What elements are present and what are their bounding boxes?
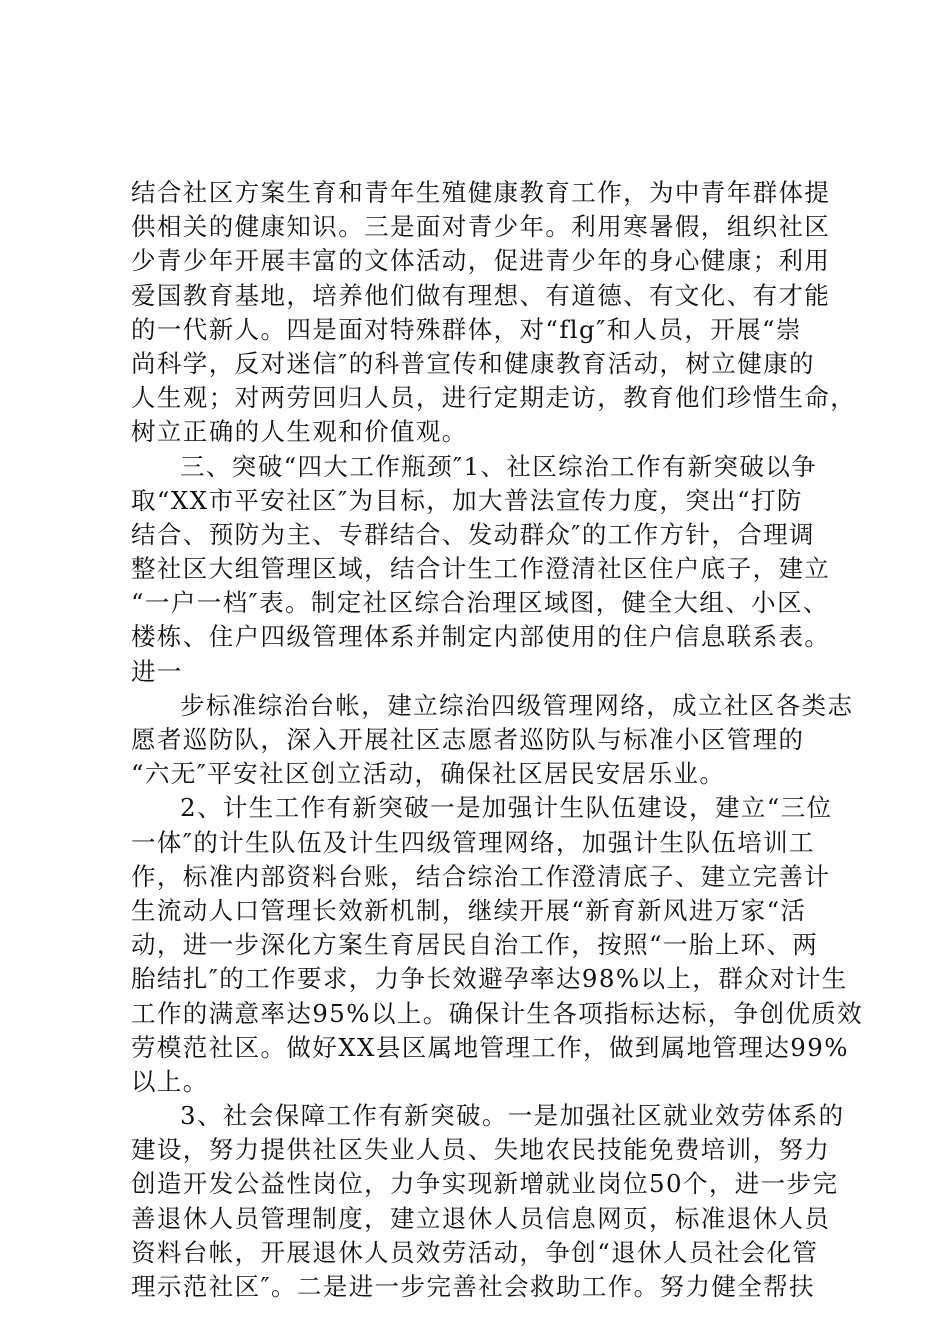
text-line: 以上。	[131, 1066, 209, 1096]
text-line: 三、突破“四大工作瓶颈″1、社区综治工作有新突破以争	[180, 451, 818, 481]
text-line: 整社区大组管理区域，结合计生工作澄清社区住户底子，建立	[131, 554, 831, 584]
text-line: 3、社会保障工作有新突破。一是加强社区就业效劳体系的	[180, 1101, 845, 1131]
text-line: 劳模范社区。做好XX县区属地管理工作，做到属地管理达99%	[131, 1032, 849, 1062]
text-line: 理示范社区″。二是进一步完善社会救助工作。努力健全帮扶	[131, 1272, 815, 1301]
document-body	[131, 176, 864, 1304]
text-line: 进一	[131, 656, 183, 686]
text-line: 愿者巡防队，深入开展社区志愿者巡防队与标准小区管理的	[131, 725, 805, 754]
text-line: 人生观；对两劳回归人员，进行定期走访，教育他们珍惜生命，	[131, 383, 857, 413]
text-line: “六无″平安社区创立活动，确保社区居民安居乐业。	[131, 759, 726, 789]
text-line: 工作的满意率达95%以上。确保计生各项指标达标，争创优质效	[131, 998, 864, 1028]
text-line: 尚科学，反对迷信″的科普宣传和健康教育活动，树立健康的	[131, 348, 815, 378]
text-line: 作，标准内部资料台账，结合综治工作澄清底子、建立完善计	[131, 861, 831, 891]
text-line: 步标准综治台帐，建立综治四级管理网络，成立社区各类志	[180, 690, 854, 720]
text-line: “一户一档″表。制定社区综合治理区域图，健全大组、小区、	[131, 588, 829, 618]
text-line: 树立正确的人生观和价值观。	[131, 417, 468, 447]
text-line: 取“XX市平安社区″为目标，加大普法宣传力度，突出“打防	[131, 485, 803, 515]
text-line: 一体″的计生队伍及计生四级管理网络，加强计生队伍培训工	[131, 827, 815, 857]
text-line: 善退休人员管理制度，建立退休人员信息网页，标准退休人员	[131, 1203, 831, 1233]
text-line: 的一代新人。四是面对特殊群体，对“flg″和人员，开展“崇	[131, 314, 802, 344]
text-line: 生流动人口管理长效新机制，继续开展“新育新风进万家“活	[131, 895, 807, 925]
text-line: 爱国教育基地，培养他们做有理想、有道德、有文化、有才能	[131, 280, 831, 310]
text-line: 资料台帐，开展退休人员效劳活动，争创“退休人员社会化管	[131, 1237, 819, 1267]
text-line: 结合社区方案生育和青年生殖健康教育工作，为中青年群体提	[131, 178, 831, 207]
text-line: 创造开发公益性岗位，力争实现新增就业岗位50个，进一步完	[131, 1169, 839, 1199]
text-line: 结合、预防为主、专群结合、发动群众″的工作方针，合理调	[131, 519, 815, 549]
text-line: 2、计生工作有新突破一是加强计生队伍建设，建立“三位	[180, 793, 833, 823]
text-line: 楼栋、住户四级管理体系并制定内部使用的住户信息联系表。	[131, 622, 831, 652]
text-line: 胎结扎″的工作要求，力争长效避孕率达98%以上，群众对计生	[131, 964, 848, 994]
text-line: 建设，努力提供社区失业人员、失地农民技能免费培训，努力	[131, 1135, 831, 1165]
text-line: 供相关的健康知识。三是面对青少年。利用寒暑假，组织社区	[131, 212, 831, 242]
text-line: 动，进一步深化方案生育居民自治工作，按照“一胎上环、两	[131, 930, 819, 960]
text-line: 少青少年开展丰富的文体活动，促进青少年的身心健康；利用	[131, 246, 831, 276]
